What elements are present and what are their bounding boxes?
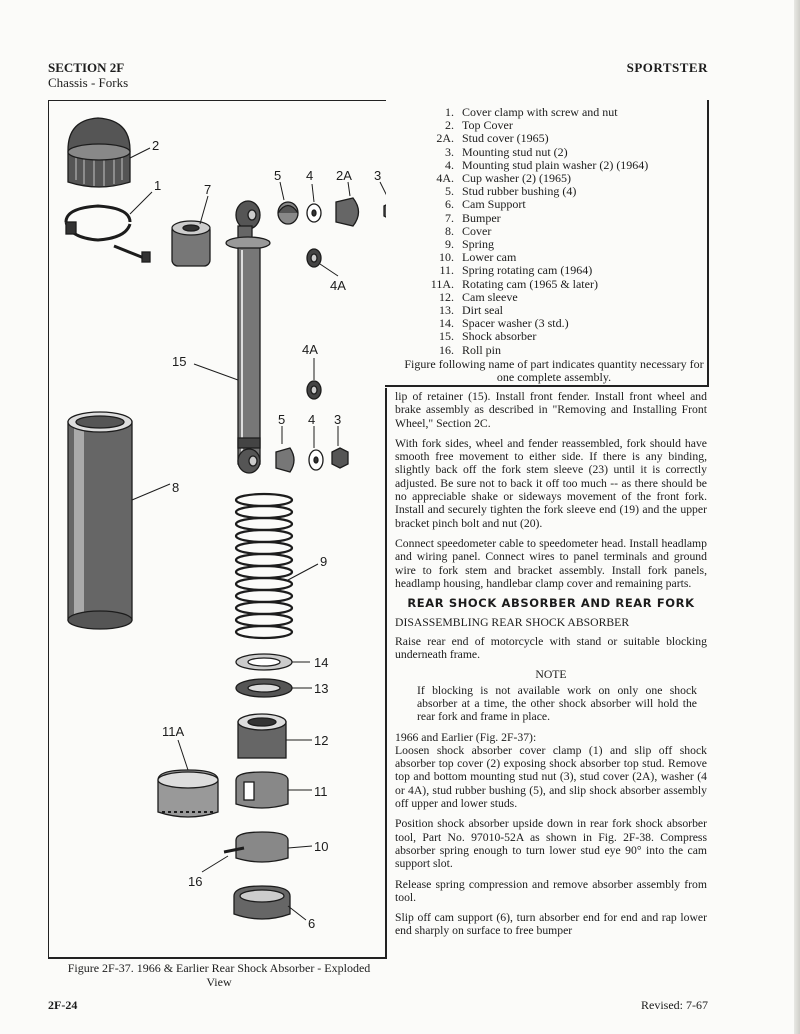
part-description: Mounting stud plain washer (2) (1964) [462, 157, 649, 172]
part-description: Spacer washer (3 std.) [462, 316, 569, 331]
callout-13: 13 [314, 681, 329, 696]
callout-3-lower: 3 [334, 412, 342, 427]
legend-note: Figure following name of part indicates quantity necessary for one complete assembly. [404, 357, 704, 384]
part-description: Cup washer (2) (1965) [462, 171, 571, 186]
callout-4a-lower: 4A [302, 342, 318, 357]
part-number: 4. [445, 157, 454, 172]
note-heading: NOTE [535, 668, 567, 682]
parts-list-item [420, 330, 710, 343]
callout-1: 1 [154, 178, 162, 193]
page-number: 2F-24 [48, 998, 78, 1012]
parts-list-item [420, 146, 710, 159]
part-number: 12. [439, 289, 454, 304]
part-description: Lower cam [462, 250, 517, 265]
callout-11: 11 [314, 784, 328, 799]
shock-absorber-part [226, 201, 270, 473]
paragraph-speedometer: Connect speedometer cable to speedometer head. Install headlamp and wiring panel. Connect wires to panel terminals and ground wire to fork stem and bracket assembly. Install fork panels, headlamp housing, handlebar clamp cover and remaining parts. [395, 536, 707, 590]
callout-8: 8 [172, 480, 180, 495]
callout-10: 10 [314, 839, 329, 854]
paragraph-fork-movement: With fork sides, wheel and fender reassembled, fork should have smooth free movement to either side. If there is any binding, slightly back off the fork stem sleeve (23) until it is correctly adjusted. Be sure not to back it off too much -- as there should be no appreciable shake or sideways movement of the front fork. Install and securely tighten the fork sleeve end (19) and the upper bracket pinch bolt and nut (20). [395, 436, 707, 530]
callout-15: 15 [172, 354, 187, 369]
part-number: 15. [439, 329, 454, 344]
part-description: Bumper [462, 210, 501, 225]
part-description: Roll pin [462, 342, 502, 357]
callout-4-upper: 4 [306, 168, 314, 183]
paragraph-position-tool: Position shock absorber upside down in rear fork shock absorber tool, Part No. 97010-52A as shown in Fig. 2F-38. Compress absorber spring enough to turn lower stud eye 90° into the cam support slot. [395, 817, 707, 871]
part-description: Cover clamp with screw and nut [462, 105, 618, 119]
part-description: Spring [462, 237, 495, 252]
callout-2a: 2A [336, 168, 352, 183]
lower-cam-part [224, 832, 288, 862]
part-number: 4A. [436, 171, 454, 186]
callout-9: 9 [320, 554, 328, 569]
part-description: Mounting stud nut (2) [462, 144, 568, 159]
model-title: SPORTSTER [626, 60, 708, 75]
part-description: Cam Support [462, 197, 526, 212]
top-stud-hardware [278, 198, 386, 267]
paragraph-slip-off: Slip off cam support (6), turn absorber end for end and rap lower end sharply on surface to free bumper [395, 911, 707, 938]
exploded-view-drawing [48, 100, 386, 958]
part-description: Cam sleeve [462, 289, 518, 304]
part-description: Stud cover (1965) [462, 131, 549, 146]
cover-tube-part [68, 412, 132, 629]
callout-4-lower: 4 [308, 412, 316, 427]
parts-list-item [420, 344, 710, 357]
paragraph-1966-intro: 1966 and Earlier (Fig. 2F-37): [395, 730, 537, 744]
parts-list-item [420, 132, 710, 145]
part-description: Shock absorber [462, 329, 537, 344]
part-number: 8. [445, 223, 454, 238]
part-description: Spring rotating cam (1964) [462, 263, 593, 278]
parts-list-item [420, 278, 710, 291]
top-cover-part [68, 118, 130, 187]
bumper-part [172, 221, 210, 266]
callout-16: 16 [188, 874, 203, 889]
subsection-title: Chassis - Forks [48, 75, 129, 90]
paragraph-loosen-clamp: Loosen shock absorber cover clamp (1) and slip off shock absorber top cover (2) exposing shock absorber top stud. Remove top and bottom mounting stud nut (3), stud cover (2A), washer (4 or 4A), stud rubber bushing (5), and slip shock absorber assembly off upper and lower studs. [395, 743, 707, 811]
legend-bottom-rule [385, 385, 708, 387]
spring-rotating-cam-part [236, 772, 288, 808]
part-number: 10. [439, 250, 454, 265]
part-description: Cover [462, 223, 492, 238]
spacer-washer-part [236, 654, 292, 670]
dirt-seal-part [236, 679, 292, 697]
part-number: 5. [445, 184, 454, 199]
page-edge-shadow [794, 0, 800, 1034]
subheading: DISASSEMBLING REAR SHOCK ABSORBER [395, 616, 630, 630]
section-heading: REAR SHOCK ABSORBER AND REAR FORK [407, 596, 695, 611]
cam-sleeve-part [238, 714, 286, 758]
callout-5-lower: 5 [278, 412, 286, 427]
part-number: 1. [445, 105, 454, 119]
section-title: SECTION 2F [48, 60, 125, 75]
paragraph-front-wheel: lip of retainer (15). Install front fender. Install front wheel and brake assembly as described in "Removing and Installing Front Wheel," Section 2C. [395, 390, 707, 430]
part-number: 14. [439, 316, 454, 331]
callout-7: 7 [204, 182, 212, 197]
revision-date: Revised: 7-67 [641, 998, 708, 1012]
callout-5-upper: 5 [274, 168, 282, 183]
section-header [48, 60, 128, 90]
parts-legend [420, 106, 710, 357]
figure-caption: Figure 2F-37. 1966 & Earlier Rear Shock Absorber - Exploded View [67, 961, 371, 989]
cover-clamp-part [66, 206, 150, 262]
parts-list-item [420, 212, 710, 225]
paragraph-raise-rear: Raise rear end of motorcycle with stand or suitable blocking underneath frame. [395, 634, 707, 662]
callout-4a-upper: 4A [330, 278, 346, 293]
part-description: Stud rubber bushing (4) [462, 184, 577, 199]
spring-part [236, 494, 292, 638]
body-text-column [395, 390, 707, 945]
part-number: 11A. [430, 276, 454, 291]
callout-3-upper: 3 [374, 168, 382, 183]
callout-11a: 11A [162, 724, 185, 739]
part-number: 9. [445, 237, 454, 252]
part-description: Top Cover [462, 118, 513, 133]
part-number: 16. [439, 342, 454, 357]
rotating-cam-part [158, 770, 218, 817]
part-description: Rotating cam (1965 & later) [462, 276, 598, 291]
part-number: 2. [445, 118, 454, 133]
part-description: Dirt seal [462, 303, 503, 318]
part-number: 6. [445, 197, 454, 212]
paragraph-release: Release spring compression and remove absorber assembly from tool. [395, 877, 707, 904]
parts-list-item [420, 198, 710, 211]
cam-support-part [234, 886, 290, 919]
part-number: 2A. [436, 131, 454, 146]
parts-list-item [420, 264, 710, 277]
part-number: 13. [439, 303, 454, 318]
part-number: 3. [445, 144, 454, 159]
callout-6: 6 [308, 916, 316, 931]
part-number: 11. [439, 263, 454, 278]
callout-14: 14 [314, 655, 329, 670]
part-number: 7. [445, 210, 454, 225]
note-text: If blocking is not available work on only one shock absorber at a time, the other shock absorber will hold the rear fork and frame in place. [417, 683, 697, 724]
callout-2: 2 [152, 138, 160, 153]
callout-12: 12 [314, 733, 329, 748]
